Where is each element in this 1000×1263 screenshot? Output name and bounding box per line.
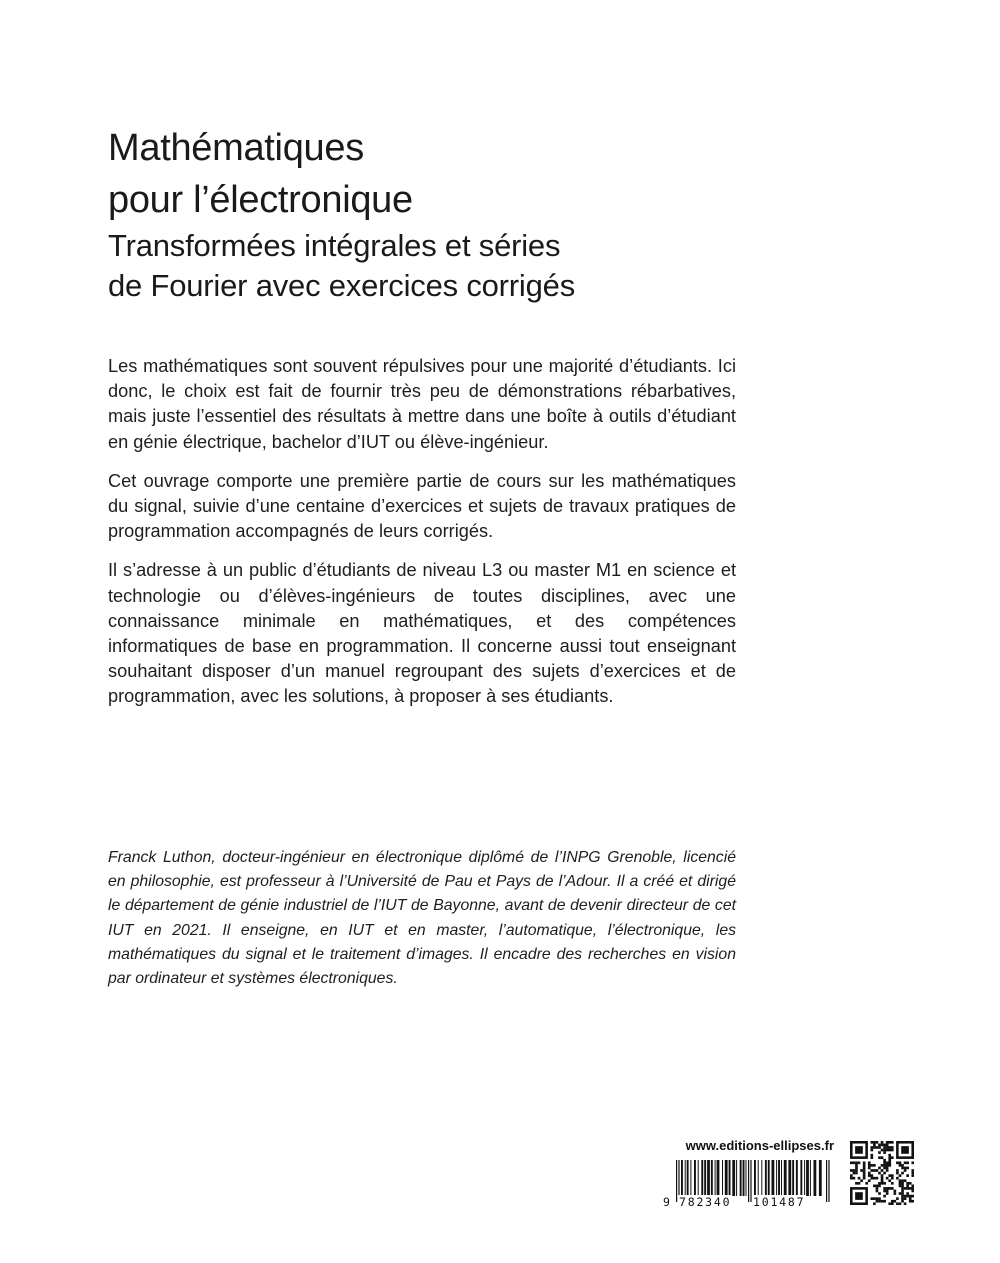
book-title-line2: pour l’électronique <box>108 179 413 221</box>
qr-code-icon <box>850 1141 914 1205</box>
qr-code-modules <box>850 1141 914 1205</box>
description-paragraph-3: Il s’adresse à un public d’étudiants de niveau L3 ou master M1 en science et technologie ou d’élèves-ingénieurs de toutes disciplines, avec une connaissance minimale en mathématiques, et des compétences informatiques de base en programmation. Il concerne aussi tout enseignant souhaitant disposer d’un manuel regroupant des sujets d’exercices et de programmation, avec les solutions, à proposer à ses étudiants. <box>108 560 736 707</box>
barcode-icon <box>662 1160 834 1208</box>
book-subtitle-line2: de Fourier avec exercices corrigés <box>108 268 575 303</box>
description-paragraph-2: Cet ouvrage comporte une première partie de cours sur les mathématiques du signal, suivie d’une centaine d’exercices et sujets de travaux pratiques de programmation accompagnés de leurs corrigés. <box>108 470 736 542</box>
description-paragraph-1: Les mathématiques sont souvent répulsives pour une majorité d’étudiants. Ici donc, le choix est fait de fournir très peu de démonstrations rébarbatives, mais juste l’essentiel des résultats à mettre dans une boîte à outils d’étudiant en génie électrique, bachelor d’IUT ou élève-ingénieur. <box>108 356 736 452</box>
isbn-right-group: 101487 <box>753 1195 806 1209</box>
publisher-url: www.editions-ellipses.fr <box>685 1138 834 1153</box>
author-bio: Franck Luthon, docteur-ingénieur en électronique diplômé de l’INPG Grenoble, licencié en philosophie, est professeur à l’Université de Pau et Pays de l’Adour. Il a créé et dirigé le département de génie industriel de l’IUT de Bayonne, avant de devenir directeur de cet IUT en 2021. Il enseigne, en IUT et en master, l’automatique, l’électronique, les mathématiques du signal et le traitement d’images. Il encadre des recherches en vision par ordinateur et systèmes électroniques. <box>108 849 736 988</box>
book-description <box>108 354 736 724</box>
isbn-number <box>662 1195 834 1209</box>
isbn-first-digit: 9 <box>663 1195 672 1209</box>
book-subtitle <box>108 226 868 306</box>
isbn-left-group: 782340 <box>679 1195 732 1209</box>
book-title-line1: Mathématiques <box>108 127 364 169</box>
book-subtitle-line1: Transformées intégrales et séries <box>108 228 561 263</box>
book-title <box>108 122 868 226</box>
